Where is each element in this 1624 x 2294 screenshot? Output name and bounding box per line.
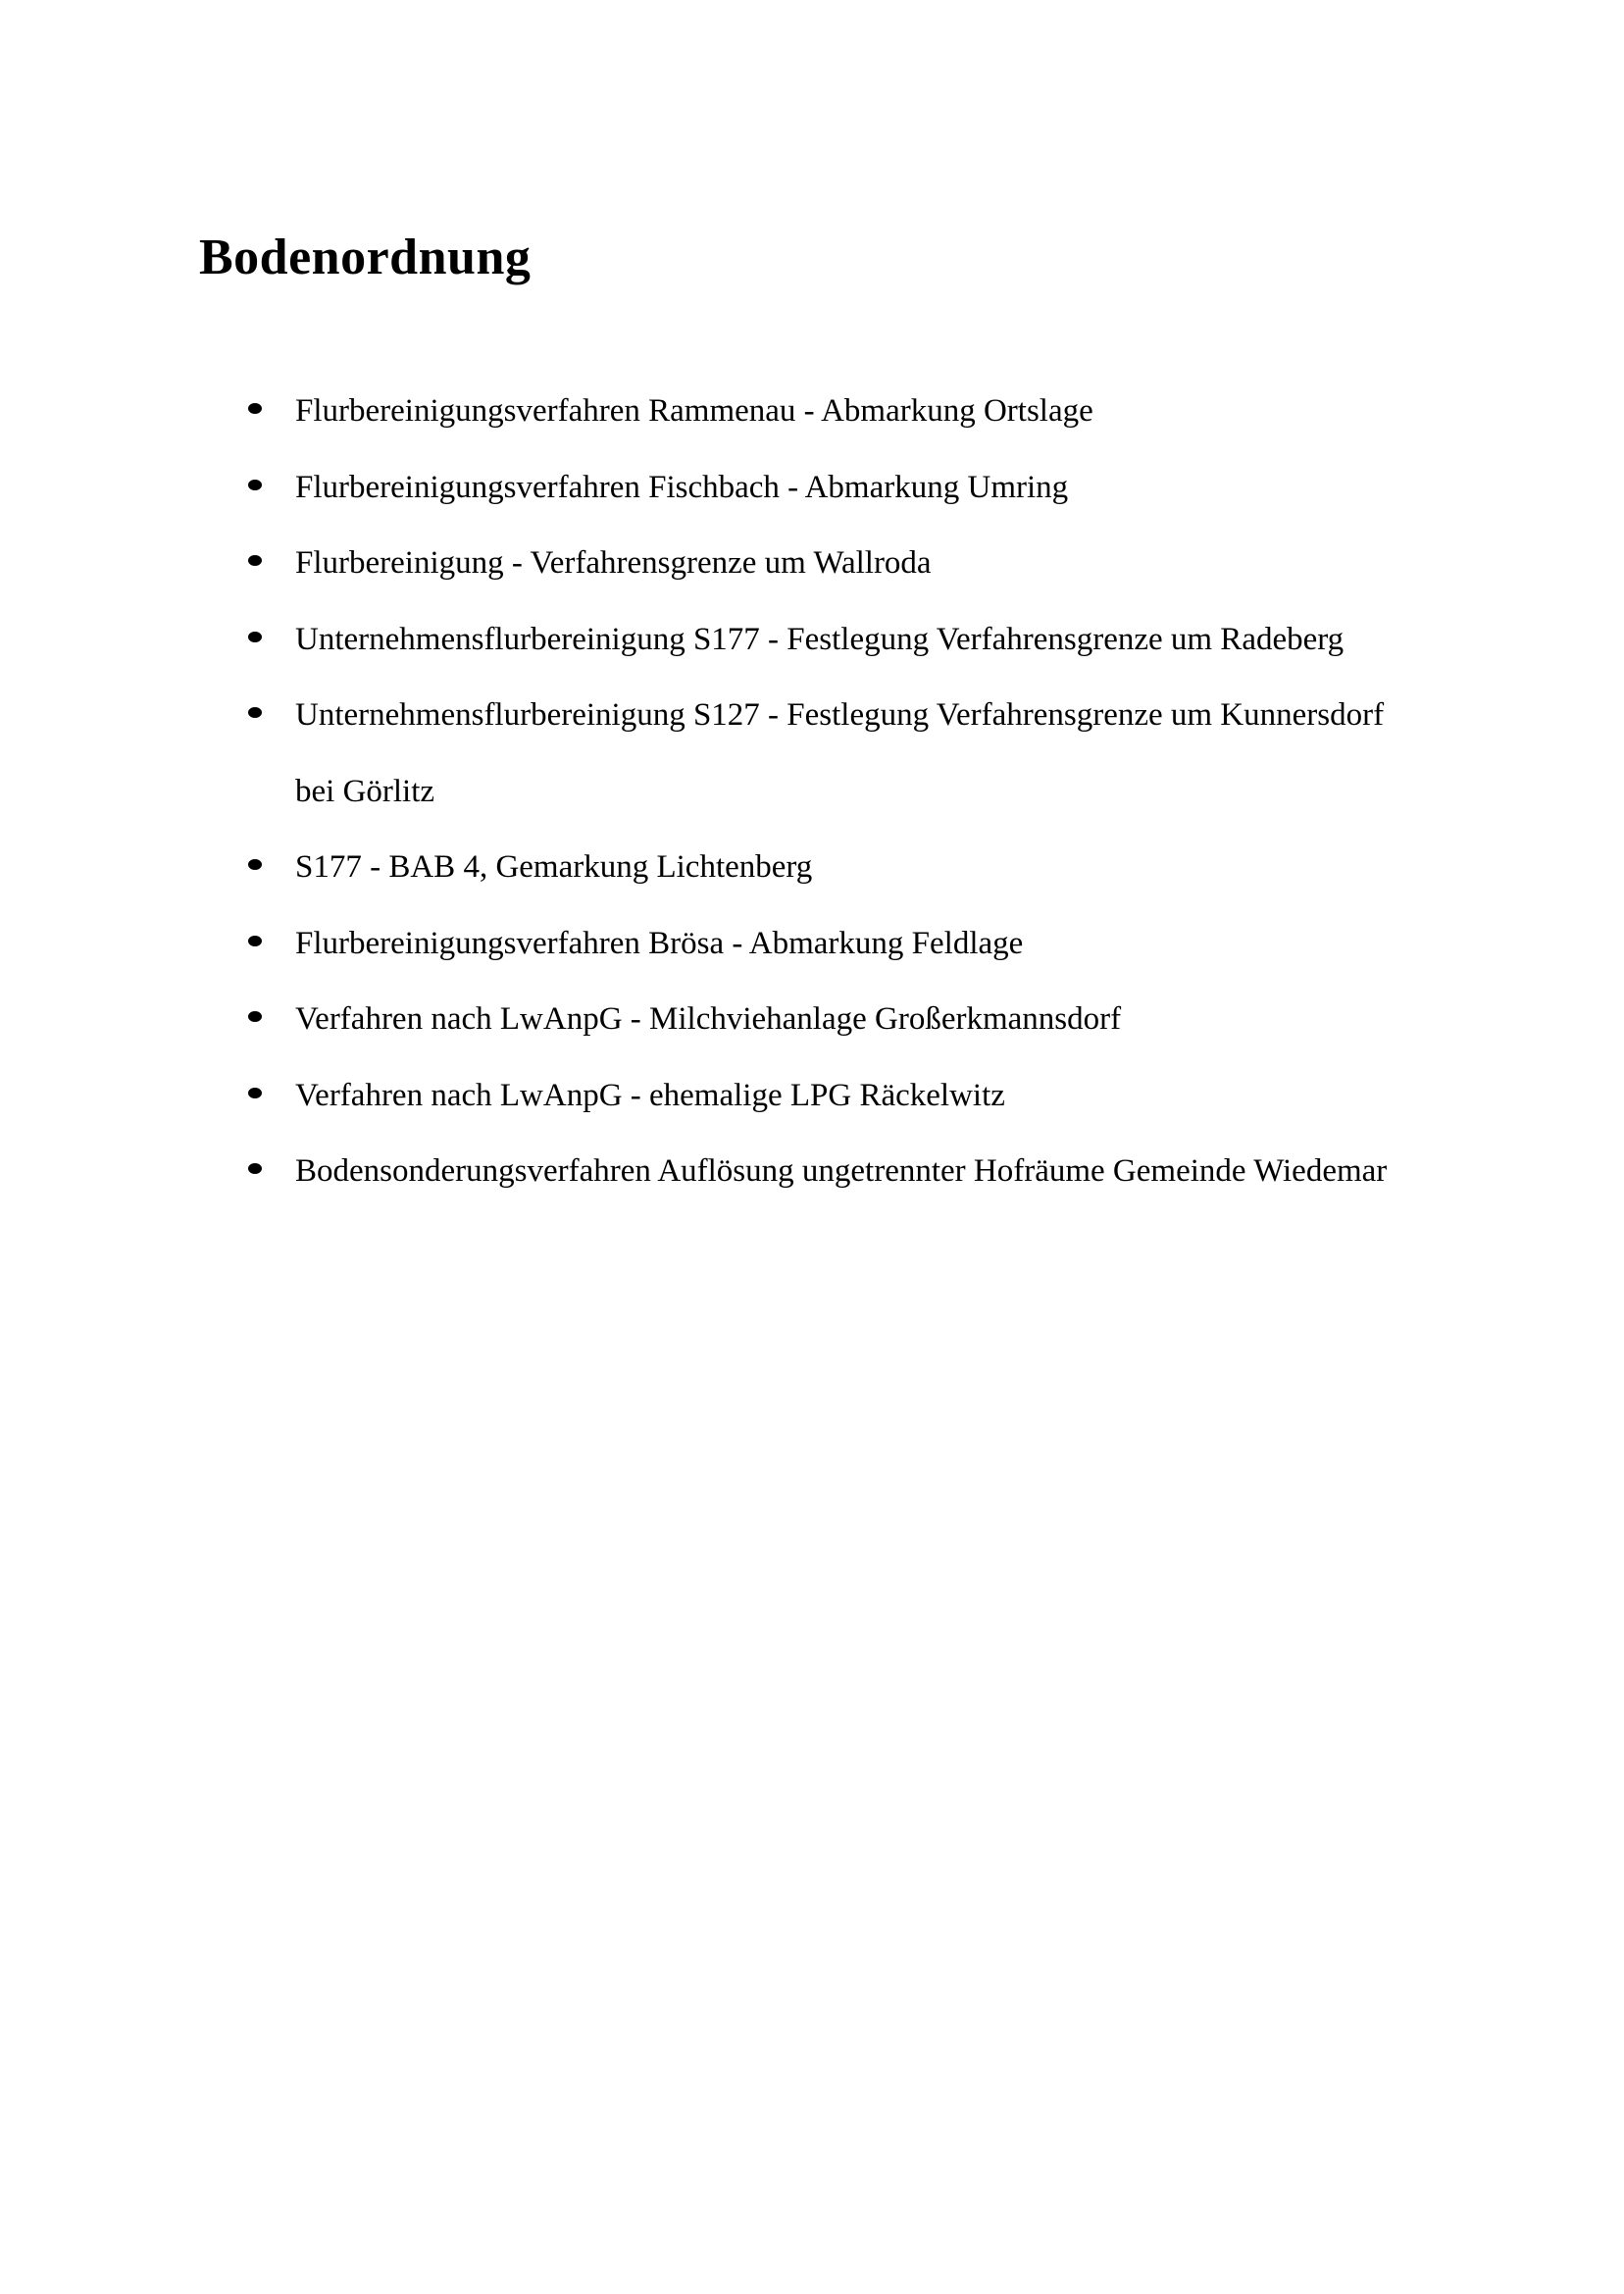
list-item-text: Verfahren nach LwAnpG - Milchviehanlage Großerkmannsdorf (295, 1001, 1122, 1037)
list-item-text: Unternehmensflurbereinigung S127 - Festlegung Verfahrensgrenze um Kunnersdorf (295, 697, 1385, 733)
bullet-icon (248, 1088, 262, 1098)
bullet-icon (248, 632, 262, 642)
list-item (295, 526, 1387, 602)
list-item-text: Flurbereinigungsverfahren Rammenau - Abmarkung Ortslage (295, 393, 1093, 429)
list-item-text: Verfahren nach LwAnpG - ehemalige LPG Räckelwitz (295, 1077, 1005, 1113)
bullet-icon (248, 707, 262, 718)
bullet-icon (248, 555, 262, 566)
bullet-icon (248, 859, 262, 870)
list-item-text-line2: bei Görlitz (295, 773, 435, 809)
list-item (295, 906, 1387, 983)
bullet-icon (248, 480, 262, 490)
list-item-text: Flurbereinigungsverfahren Brösa - Abmarkung Feldlage (295, 925, 1024, 961)
list-item (295, 830, 1387, 906)
list-item (295, 678, 1387, 830)
page-title: Bodenordnung (199, 229, 532, 285)
topic-list (295, 374, 1387, 1210)
list-item-text: Bodensonderungsverfahren Auflösung ungetrennter Hofräume Gemeinde Wiedemar (295, 1153, 1388, 1189)
bullet-icon (248, 1011, 262, 1022)
list-item-text: Flurbereinigung - Verfahrensgrenze um Wallroda (295, 545, 932, 581)
list-item (295, 982, 1387, 1058)
list-item (295, 602, 1387, 679)
bullet-icon (248, 403, 262, 414)
list-item-text: Unternehmensflurbereinigung S177 - Festlegung Verfahrensgrenze um Radeberg (295, 621, 1345, 657)
list-item (295, 1058, 1387, 1135)
bullet-icon (248, 1163, 262, 1174)
list-item-text: Flurbereinigungsverfahren Fischbach - Abmarkung Umring (295, 469, 1069, 505)
list-item (295, 1134, 1387, 1210)
list-item (295, 374, 1387, 450)
list-item (295, 450, 1387, 527)
bullet-icon (248, 936, 262, 946)
list-item-text: S177 - BAB 4, Gemarkung Lichtenberg (295, 849, 813, 885)
